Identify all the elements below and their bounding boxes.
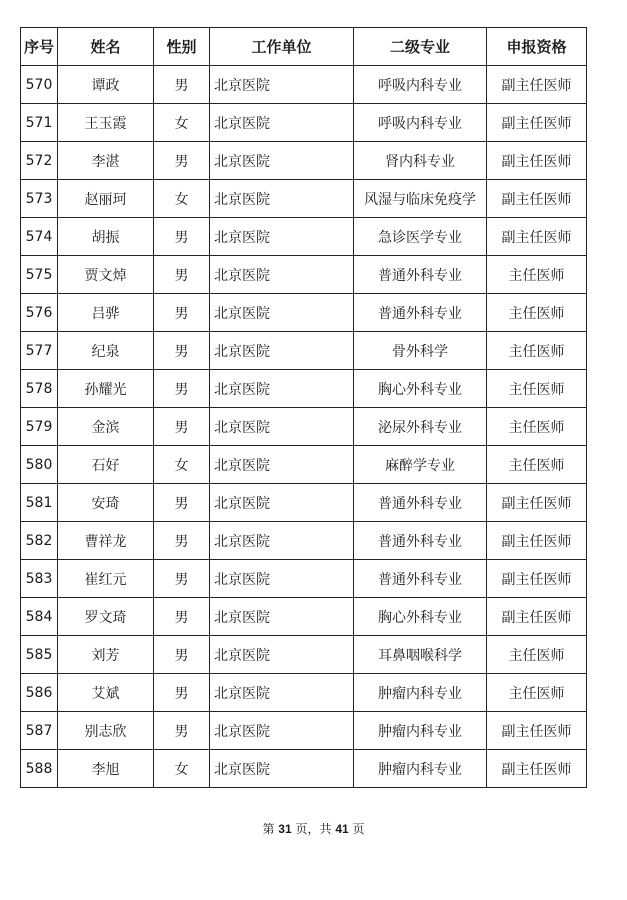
cell-unit: 北京医院 <box>210 598 354 636</box>
footer-total-pages: 41 <box>335 822 349 836</box>
cell-qualification: 副主任医师 <box>487 750 587 788</box>
cell-name: 孙耀光 <box>58 370 154 408</box>
header-row <box>21 28 587 66</box>
cell-unit: 北京医院 <box>210 142 354 180</box>
cell-name: 王玉霞 <box>58 104 154 142</box>
cell-name: 安琦 <box>58 484 154 522</box>
table-row <box>21 104 587 142</box>
cell-no: 570 <box>21 66 58 104</box>
table-body <box>21 66 587 788</box>
cell-name: 李湛 <box>58 142 154 180</box>
table-row <box>21 66 587 104</box>
cell-qualification: 副主任医师 <box>487 560 587 598</box>
cell-no: 572 <box>21 142 58 180</box>
footer-suffix: 页 <box>352 822 365 836</box>
cell-unit: 北京医院 <box>210 750 354 788</box>
cell-qualification: 主任医师 <box>487 408 587 446</box>
table-row <box>21 180 587 218</box>
cell-sex: 男 <box>154 142 210 180</box>
footer-prefix: 第 <box>262 822 275 836</box>
cell-name: 赵丽珂 <box>58 180 154 218</box>
cell-sex: 男 <box>154 408 210 446</box>
applicant-table <box>20 27 587 788</box>
table-row <box>21 560 587 598</box>
cell-qualification: 副主任医师 <box>487 712 587 750</box>
cell-qualification: 副主任医师 <box>487 218 587 256</box>
header-name: 姓名 <box>58 28 154 66</box>
cell-sex: 男 <box>154 218 210 256</box>
cell-sex: 女 <box>154 446 210 484</box>
table-row <box>21 256 587 294</box>
cell-unit: 北京医院 <box>210 522 354 560</box>
cell-qualification: 主任医师 <box>487 446 587 484</box>
cell-specialty: 肿瘤内科专业 <box>354 712 487 750</box>
cell-no: 573 <box>21 180 58 218</box>
table-row <box>21 218 587 256</box>
cell-unit: 北京医院 <box>210 712 354 750</box>
cell-unit: 北京医院 <box>210 484 354 522</box>
cell-name: 曹祥龙 <box>58 522 154 560</box>
cell-qualification: 主任医师 <box>487 294 587 332</box>
cell-unit: 北京医院 <box>210 408 354 446</box>
table-row <box>21 674 587 712</box>
cell-no: 582 <box>21 522 58 560</box>
cell-sex: 男 <box>154 598 210 636</box>
table-row <box>21 294 587 332</box>
table-row <box>21 446 587 484</box>
cell-no: 588 <box>21 750 58 788</box>
cell-sex: 男 <box>154 712 210 750</box>
header-unit: 工作单位 <box>210 28 354 66</box>
cell-sex: 男 <box>154 256 210 294</box>
cell-specialty: 呼吸内科专业 <box>354 104 487 142</box>
cell-sex: 男 <box>154 66 210 104</box>
cell-name: 谭政 <box>58 66 154 104</box>
cell-specialty: 泌尿外科专业 <box>354 408 487 446</box>
cell-specialty: 普通外科专业 <box>354 294 487 332</box>
table-row <box>21 750 587 788</box>
cell-specialty: 肿瘤内科专业 <box>354 674 487 712</box>
cell-qualification: 主任医师 <box>487 370 587 408</box>
cell-qualification: 副主任医师 <box>487 598 587 636</box>
cell-no: 583 <box>21 560 58 598</box>
page-footer <box>0 820 627 837</box>
cell-no: 576 <box>21 294 58 332</box>
cell-no: 575 <box>21 256 58 294</box>
cell-unit: 北京医院 <box>210 256 354 294</box>
cell-sex: 女 <box>154 180 210 218</box>
cell-name: 吕骅 <box>58 294 154 332</box>
cell-sex: 男 <box>154 560 210 598</box>
cell-no: 587 <box>21 712 58 750</box>
cell-name: 刘芳 <box>58 636 154 674</box>
table-row <box>21 598 587 636</box>
cell-sex: 男 <box>154 484 210 522</box>
footer-middle: 页，共 <box>295 822 332 836</box>
cell-specialty: 耳鼻咽喉科学 <box>354 636 487 674</box>
cell-sex: 女 <box>154 750 210 788</box>
cell-specialty: 普通外科专业 <box>354 256 487 294</box>
table-header <box>21 28 587 66</box>
footer-page-number: 31 <box>278 822 292 836</box>
cell-unit: 北京医院 <box>210 560 354 598</box>
cell-specialty: 普通外科专业 <box>354 522 487 560</box>
cell-qualification: 副主任医师 <box>487 66 587 104</box>
cell-qualification: 主任医师 <box>487 674 587 712</box>
cell-unit: 北京医院 <box>210 66 354 104</box>
cell-unit: 北京医院 <box>210 180 354 218</box>
cell-specialty: 普通外科专业 <box>354 484 487 522</box>
cell-name: 罗文琦 <box>58 598 154 636</box>
cell-unit: 北京医院 <box>210 332 354 370</box>
table-row <box>21 370 587 408</box>
cell-name: 崔红元 <box>58 560 154 598</box>
cell-unit: 北京医院 <box>210 446 354 484</box>
cell-specialty: 急诊医学专业 <box>354 218 487 256</box>
cell-no: 578 <box>21 370 58 408</box>
table-row <box>21 484 587 522</box>
table-row <box>21 636 587 674</box>
cell-name: 艾斌 <box>58 674 154 712</box>
cell-sex: 男 <box>154 674 210 712</box>
cell-specialty: 胸心外科专业 <box>354 598 487 636</box>
cell-name: 纪泉 <box>58 332 154 370</box>
cell-unit: 北京医院 <box>210 104 354 142</box>
header-specialty: 二级专业 <box>354 28 487 66</box>
cell-sex: 男 <box>154 332 210 370</box>
cell-specialty: 骨外科学 <box>354 332 487 370</box>
table-row <box>21 332 587 370</box>
table-row <box>21 408 587 446</box>
header-qualification: 申报资格 <box>487 28 587 66</box>
cell-name: 李旭 <box>58 750 154 788</box>
cell-unit: 北京医院 <box>210 370 354 408</box>
cell-no: 580 <box>21 446 58 484</box>
header-no: 序号 <box>21 28 58 66</box>
cell-no: 584 <box>21 598 58 636</box>
table-row <box>21 712 587 750</box>
cell-qualification: 副主任医师 <box>487 180 587 218</box>
cell-name: 贾文焯 <box>58 256 154 294</box>
cell-name: 石好 <box>58 446 154 484</box>
cell-sex: 女 <box>154 104 210 142</box>
cell-qualification: 主任医师 <box>487 256 587 294</box>
cell-no: 581 <box>21 484 58 522</box>
cell-specialty: 肿瘤内科专业 <box>354 750 487 788</box>
cell-specialty: 胸心外科专业 <box>354 370 487 408</box>
cell-sex: 男 <box>154 522 210 560</box>
cell-qualification: 主任医师 <box>487 636 587 674</box>
cell-qualification: 副主任医师 <box>487 142 587 180</box>
cell-unit: 北京医院 <box>210 218 354 256</box>
cell-no: 577 <box>21 332 58 370</box>
cell-qualification: 副主任医师 <box>487 104 587 142</box>
cell-unit: 北京医院 <box>210 636 354 674</box>
cell-unit: 北京医院 <box>210 294 354 332</box>
cell-no: 571 <box>21 104 58 142</box>
cell-specialty: 肾内科专业 <box>354 142 487 180</box>
cell-sex: 男 <box>154 636 210 674</box>
cell-no: 586 <box>21 674 58 712</box>
cell-no: 579 <box>21 408 58 446</box>
header-sex: 性别 <box>154 28 210 66</box>
table-row <box>21 522 587 560</box>
cell-sex: 男 <box>154 294 210 332</box>
cell-qualification: 主任医师 <box>487 332 587 370</box>
cell-specialty: 普通外科专业 <box>354 560 487 598</box>
cell-qualification: 副主任医师 <box>487 522 587 560</box>
cell-name: 金滨 <box>58 408 154 446</box>
cell-sex: 男 <box>154 370 210 408</box>
cell-specialty: 呼吸内科专业 <box>354 66 487 104</box>
cell-unit: 北京医院 <box>210 674 354 712</box>
cell-qualification: 副主任医师 <box>487 484 587 522</box>
cell-name: 别志欣 <box>58 712 154 750</box>
table-row <box>21 142 587 180</box>
cell-no: 585 <box>21 636 58 674</box>
cell-name: 胡振 <box>58 218 154 256</box>
cell-specialty: 风湿与临床免疫学 <box>354 180 487 218</box>
cell-no: 574 <box>21 218 58 256</box>
cell-specialty: 麻醉学专业 <box>354 446 487 484</box>
